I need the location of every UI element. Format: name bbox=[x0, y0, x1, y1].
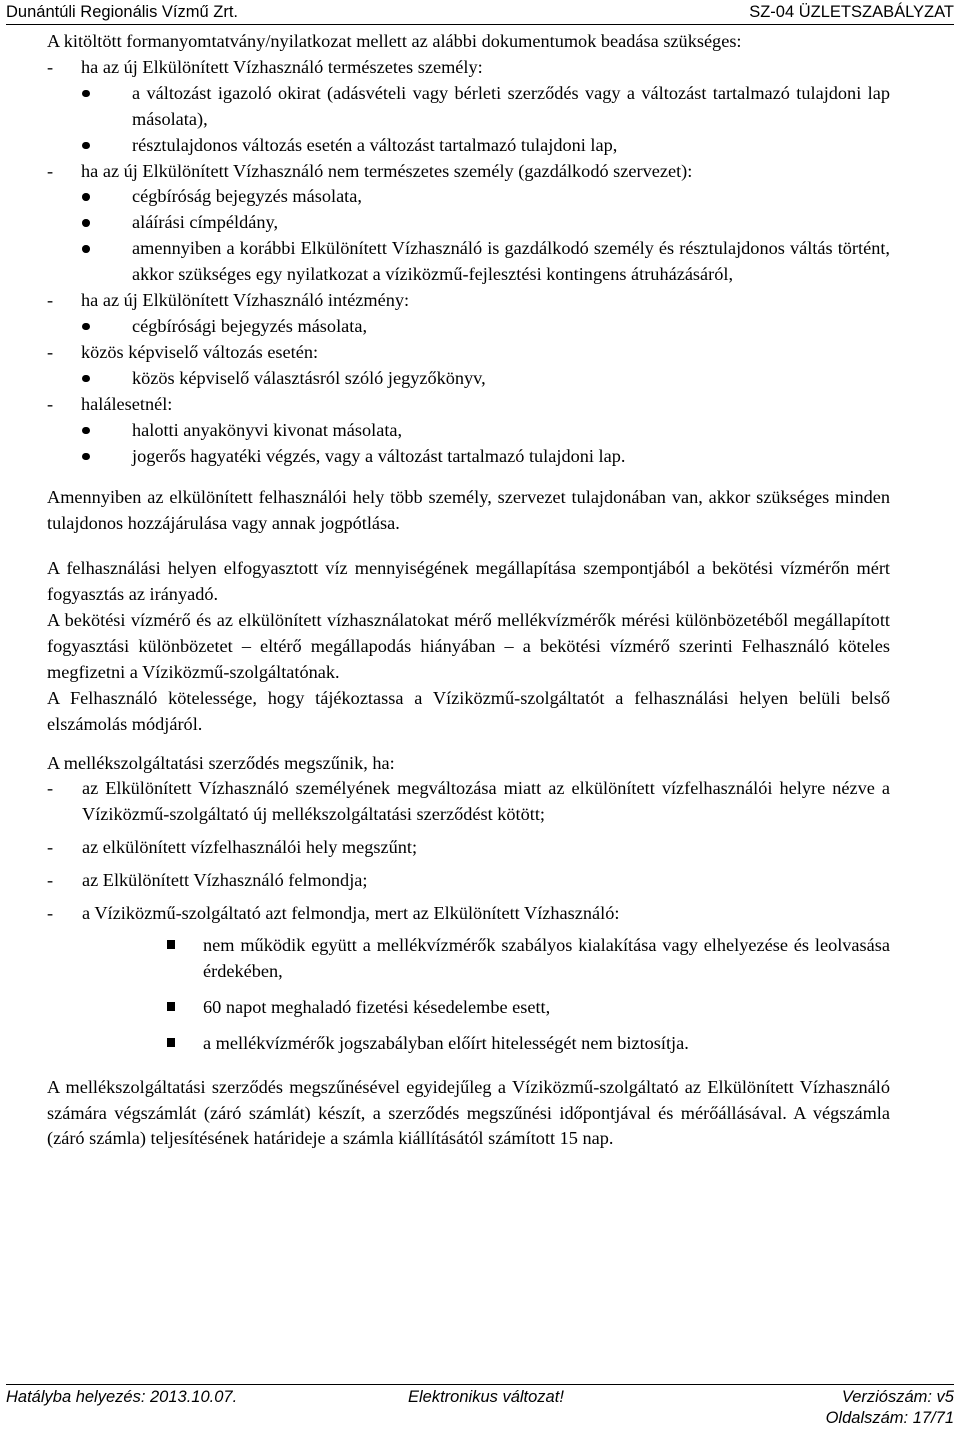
dash-marker: - bbox=[47, 290, 54, 311]
bullet-text: cégbíróság bejegyzés másolata, bbox=[132, 186, 362, 207]
bullet-text: halotti anyakönyvi kivonat másolata, bbox=[132, 419, 403, 440]
header-rule bbox=[6, 24, 954, 25]
bullet-dot-icon bbox=[82, 427, 90, 435]
document-code: SZ-04 ÜZLETSZABÁLYZAT bbox=[749, 3, 954, 21]
reason-item bbox=[47, 995, 890, 1021]
bullet-text: cégbírósági bejegyzés másolata, bbox=[132, 315, 368, 336]
bullet-text: jogerős hagyatéki végzés, vagy a változást tartalmazó tulajdoni lap. bbox=[132, 445, 626, 466]
consumption-paragraph: A bekötési vízmérő és az elkülönített vízhasználatokat mérő mellékvízmérők mérési különbözetéből megállapított fogyasztási különbözetet – eltérő megállapodás hiányában – a bekötési vízmérő szerinti Felhasználó köteles megfizetni a Víziközmű-szolgáltatónak. bbox=[47, 610, 890, 682]
intro-paragraph: A kitöltött formanyomtatvány/nyilatkozat mellett az alábbi dokumentumok beadása szükséges: bbox=[47, 31, 742, 51]
bullet-item bbox=[47, 210, 890, 236]
effective-date: Hatályba helyezés: 2013.10.07. bbox=[6, 1388, 238, 1406]
bullet-text: aláírási címpéldány, bbox=[132, 212, 279, 233]
bullet-item bbox=[47, 184, 890, 210]
bullet-dot-icon bbox=[82, 219, 90, 227]
bullet-item bbox=[47, 366, 890, 392]
condition-item bbox=[47, 288, 890, 314]
bullet-text: közös képviselő választásról szóló jegyzőkönyv, bbox=[132, 367, 486, 388]
dash-marker: - bbox=[47, 341, 54, 362]
square-bullet-icon bbox=[167, 940, 175, 949]
bullet-dot-icon bbox=[82, 453, 90, 461]
termination-item bbox=[47, 901, 890, 927]
condition-text: ha az új Elkülönített Vízhasználó természetes személy: bbox=[81, 56, 483, 77]
dash-marker: - bbox=[47, 870, 54, 891]
reason-item bbox=[47, 1031, 890, 1057]
dash-marker: - bbox=[47, 56, 54, 77]
document-body bbox=[47, 29, 890, 1152]
dash-marker: - bbox=[47, 778, 54, 799]
termination-intro: A mellékszolgáltatási szerződés megszűnik, ha: bbox=[47, 752, 395, 773]
bullet-text: résztulajdonos változás esetén a változást tartalmazó tulajdoni lap, bbox=[132, 134, 618, 155]
bullet-item bbox=[47, 314, 890, 340]
condition-text: halálesetnél: bbox=[81, 393, 173, 414]
final-paragraph: A mellékszolgáltatási szerződés megszűnésével egyidejűleg a Víziközmű-szolgáltató az Elkülönített Vízhasználó számára végszámlát (záró számlát) készít, a szerződés megszűnési időpontjával és mérőállásával. A végszámla (záró számla) teljesítésének határideje a számla kiállításától számított 15 nap. bbox=[47, 1076, 890, 1149]
footer-rule bbox=[6, 1384, 954, 1385]
termination-text: az Elkülönített Vízhasználó személyének megváltozása miatt az elkülönített vízfelhasználói helyre nézve a Víziközmű-szolgáltató új mellékszolgáltatási szerződést kötött; bbox=[82, 778, 890, 825]
reason-text: nem működik együtt a mellékvízmérők szabályos kialakítása vagy elhelyezése és leolvasása érdekében, bbox=[203, 935, 890, 981]
condition-item bbox=[47, 392, 890, 418]
dash-marker: - bbox=[47, 837, 54, 858]
version-number: Verziószám: v5 bbox=[841, 1388, 954, 1406]
bullet-text: a változást igazoló okirat (adásvételi vagy bérleti szerződés vagy a változást tartalmazó tulajdoni lap másolata), bbox=[132, 82, 890, 129]
bullet-item bbox=[47, 236, 890, 288]
page-header bbox=[6, 0, 954, 26]
bullet-item bbox=[47, 133, 890, 159]
owners-paragraph: Amennyiben az elkülönített felhasználói hely több személy, szervezet tulajdonában van, akkor szükséges minden tulajdonos hozzájárulása vagy annak jogpótlása. bbox=[47, 487, 890, 534]
termination-text: az Elkülönített Vízhasználó felmondja; bbox=[82, 870, 368, 891]
bullet-dot-icon bbox=[82, 245, 90, 253]
bullet-dot-icon bbox=[82, 375, 90, 383]
bullet-item bbox=[47, 418, 890, 444]
reason-text: a mellékvízmérők jogszabályban előírt hitelességét nem biztosítja. bbox=[203, 1032, 689, 1053]
page-number: Oldalszám: 17/71 bbox=[825, 1409, 954, 1427]
termination-text: a Víziközmű-szolgáltató azt felmondja, mert az Elkülönített Vízhasználó: bbox=[82, 903, 620, 924]
consumption-paragraph: A felhasználási helyen elfogyasztott víz mennyiségének megállapítása szempontjából a bekötési vízmérőn mért fogyasztás az irányadó. bbox=[47, 558, 890, 605]
square-bullet-icon bbox=[167, 1002, 175, 1011]
condition-item bbox=[47, 340, 890, 366]
condition-text: ha az új Elkülönített Vízhasználó intézmény: bbox=[81, 290, 410, 311]
condition-text: ha az új Elkülönített Vízhasználó nem természetes személy (gazdálkodó szervezet): bbox=[81, 160, 693, 181]
bullet-item bbox=[47, 81, 890, 133]
bullet-item bbox=[47, 444, 890, 470]
bullet-text: amennyiben a korábbi Elkülönített Vízhasználó is gazdálkodó személy és résztulajdonos váltás történt, akkor szükséges egy nyilatkozat a víziközmű-fejlesztési kontingens átruházásáról, bbox=[132, 238, 890, 285]
consumption-paragraph: A Felhasználó kötelessége, hogy tájékoztassa a Víziközmű-szolgáltatót a felhasználási helyen belüli belső elszámolás módjáról. bbox=[47, 687, 890, 734]
termination-text: az elkülönített vízfelhasználói hely megszűnt; bbox=[82, 837, 418, 858]
bullet-dot-icon bbox=[82, 323, 90, 331]
termination-item bbox=[47, 835, 890, 861]
reason-text: 60 napot meghaladó fizetési késedelembe esett, bbox=[203, 996, 551, 1017]
square-bullet-icon bbox=[167, 1038, 175, 1047]
bullet-dot-icon bbox=[82, 142, 90, 150]
dash-marker: - bbox=[47, 903, 54, 924]
termination-item bbox=[47, 868, 890, 894]
dash-marker: - bbox=[47, 393, 54, 414]
condition-text: közös képviselő változás esetén: bbox=[81, 341, 319, 362]
electronic-version-note: Elektronikus változat! bbox=[408, 1388, 564, 1406]
termination-item bbox=[47, 776, 890, 828]
company-name: Dunántúli Regionális Vízmű Zrt. bbox=[6, 3, 239, 21]
bullet-dot-icon bbox=[82, 193, 90, 201]
reason-item bbox=[47, 933, 890, 985]
dash-marker: - bbox=[47, 160, 54, 181]
condition-item bbox=[47, 55, 890, 81]
condition-item bbox=[47, 159, 890, 185]
bullet-dot-icon bbox=[82, 90, 90, 98]
